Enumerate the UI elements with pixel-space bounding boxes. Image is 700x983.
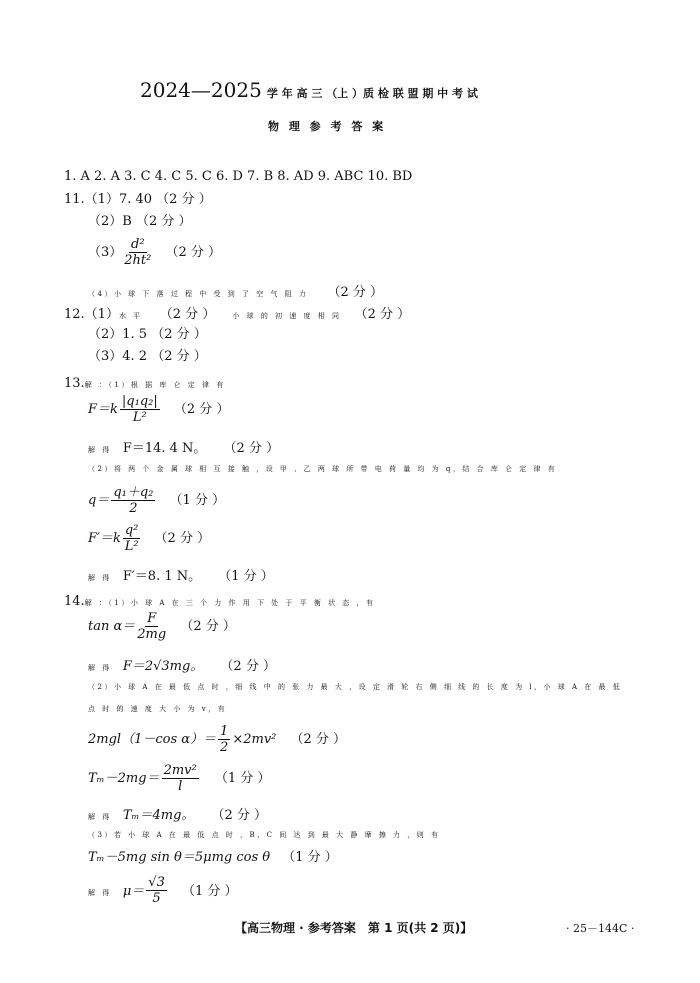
q14-f3-den: l [178, 779, 183, 794]
q14-sol3-den: 5 [152, 891, 161, 906]
title-year: 2024—2025 [140, 78, 262, 102]
q14-f2-rhs: ×2mv² [232, 732, 277, 747]
q13-formula2 [88, 486, 225, 515]
title-text: 学 年 高 三 （上 ）质 检 联 盟 期 中 考 试 [266, 87, 478, 100]
q14-sol1-score: （2 分 ） [220, 659, 276, 674]
q13-number: 13. [64, 376, 85, 391]
q14-sol2-label: 解 得 [88, 813, 112, 821]
q13-f3-fraction [123, 524, 141, 553]
q14-solution2 [88, 806, 267, 822]
q14-f1-num: F [147, 611, 157, 626]
q14-f1-den: 2mg [137, 627, 167, 642]
page-title [140, 80, 478, 100]
q13-sol2-value: F′＝8. 1 N。 [122, 569, 202, 584]
q14-f3-lhs: Tₘ－2mg＝ [88, 771, 160, 786]
q12-part1 [64, 305, 410, 321]
q13-solution1 [88, 439, 279, 455]
q11-part3-label: （3） [88, 245, 123, 260]
footer-page-info: 【高三物理 · 参考答案 第 1 页(共 2 页)】 [235, 921, 473, 935]
q13-intro [64, 374, 226, 390]
q12-part1-score2: （2 分 ） [354, 307, 411, 322]
q14-f2-den: 2 [220, 740, 229, 755]
q13-f2-num: q₁＋q₂ [113, 485, 154, 500]
q13-f1-score: （2 分 ） [173, 402, 230, 417]
q13-f2-fraction [111, 486, 155, 515]
q11-fraction-den: 2ht² [124, 253, 152, 268]
mc-answers: 1. A 2. A 3. C 4. C 5. C 6. D 7. B 8. AD 9. ABC 10. BD [64, 169, 413, 184]
q11-part3-score: （2 分 ） [165, 245, 222, 260]
q11-part4-score: （2 分 ） [327, 285, 384, 300]
q13-intro-text: 解 ：（1）根 据 库 仑 定 律 有 [84, 381, 226, 389]
q14-sol3-fraction [146, 876, 167, 905]
q13-solution2 [88, 567, 274, 583]
q14-f2-num: 1 [220, 724, 229, 739]
q13-sol1-label: 解 得 [88, 446, 112, 454]
q14-sol3-score: （1 分 ） [181, 884, 238, 899]
q14-intro [64, 592, 376, 608]
q14-intro-text: 解 ：（1）小 球 A 在 三 个 力 作 用 下 处 于 平 衡 状 态 ，有 [84, 599, 376, 607]
q13-f3-lhs: F′＝k [88, 531, 121, 546]
q14-sol2-value: Tₘ＝4mg。 [122, 808, 195, 823]
q11-part4-text: （4）小 球 下 落 过 程 中 受 到 了 空 气 阻 力 [88, 290, 309, 298]
q13-f2-score: （1 分 ） [169, 493, 226, 508]
q11-fraction-num: d² [131, 237, 145, 252]
q11-fraction [124, 238, 151, 267]
q14-formula1 [88, 612, 236, 641]
q14-f2-lhs: 2mgl（1－cos α）＝ [88, 732, 217, 747]
q12-part3: （3）4. 2 （2 分 ） [88, 349, 207, 364]
q12-part2: （2）1. 5 （2 分 ） [88, 327, 207, 342]
q11-part4 [88, 283, 383, 299]
q11-part1: 11.（1）7. 40 （2 分 ） [64, 192, 212, 207]
q13-sol2-label: 解 得 [88, 574, 112, 582]
q14-solution3 [88, 876, 237, 905]
q14-sol1-label: 解 得 [88, 664, 112, 672]
q13-f1-den: L² [132, 410, 147, 425]
page-subtitle: 物 理 参 考 答 案 [268, 120, 387, 133]
footer-code: · 25－144C · [566, 922, 635, 935]
q13-f3-num: q² [124, 523, 139, 538]
q14-sol3-num: √3 [148, 875, 165, 890]
q14-part2-line2: 点 时 的 速 度 大 小 为 v，有 [88, 705, 228, 713]
q12-part1-text: 水 平 [118, 312, 143, 320]
q14-formula2 [88, 725, 346, 754]
q14-sol3-label: 解 得 [88, 889, 112, 897]
q14-f3-num: 2mv² [163, 763, 197, 778]
q14-f1-score: （2 分 ） [180, 619, 236, 634]
q11-part2: （2）B （2 分 ） [88, 214, 192, 229]
q13-f1-fraction [120, 395, 160, 424]
q12-part1-score: （2 分 ） [159, 307, 216, 322]
q14-f4-score: （1 分 ） [282, 850, 338, 865]
q13-f1-lhs: F＝k [88, 402, 118, 417]
q12-part1-text2: 小 球 的 初 速 度 相 同 [232, 312, 342, 320]
q14-solution1 [88, 657, 276, 673]
q13-f3-den: L² [124, 539, 139, 554]
q14-f4-value: Tₘ－5mg sin θ＝5μmg cos θ [88, 850, 271, 865]
q13-f1-num: |q₁q₂| [121, 394, 158, 409]
q14-sol1-value: F＝2√3mg。 [122, 659, 204, 674]
q12-part1-label: 12.（1） [64, 307, 119, 322]
q13-sol2-score: （1 分 ） [218, 569, 274, 584]
q14-f1-fraction [137, 612, 166, 641]
q14-part3-text: （3）若 小 球 A 在 最 低 点 时 ，B、C 间 达 到 最 大 静 摩 擦 力 ，则 有 [88, 831, 441, 839]
q13-formula1 [88, 395, 229, 424]
q13-formula3 [88, 524, 210, 553]
q13-part2-text: （2）将 两 个 金 属 球 相 互 接 触 ，设 甲 、乙 两 球 所 带 电 荷 量 均 为 q，结 合 库 仑 定 律 有 [88, 465, 558, 473]
q14-part2-line1: （2）小 球 A 在 最 低 点 时 ，细 线 中 的 张 力 最 大 ，设 定 滑 轮 右 侧 细 线 的 长 度 为 l，小 球 A 在 最 低 [88, 683, 623, 691]
q14-f2-fraction [218, 725, 230, 754]
q14-f2-score: （2 分 ） [290, 732, 347, 747]
q14-sol3-lhs: μ＝ [122, 884, 145, 899]
q13-sol1-score: （2 分 ） [223, 441, 280, 456]
q14-formula4 [88, 851, 338, 864]
q14-f1-lhs: tan α＝ [88, 619, 136, 634]
q14-formula3 [88, 764, 270, 793]
q14-f3-score: （1 分 ） [214, 771, 271, 786]
q13-sol1-value: F＝14. 4 N。 [122, 441, 207, 456]
q13-f2-lhs: q＝ [88, 493, 110, 508]
q14-number: 14. [64, 594, 85, 609]
q14-f3-fraction [162, 764, 199, 793]
q13-f3-score: （2 分 ） [154, 531, 211, 546]
q13-f2-den: 2 [129, 501, 138, 516]
q14-sol2-score: （2 分 ） [211, 808, 268, 823]
q11-part3 [88, 238, 221, 267]
